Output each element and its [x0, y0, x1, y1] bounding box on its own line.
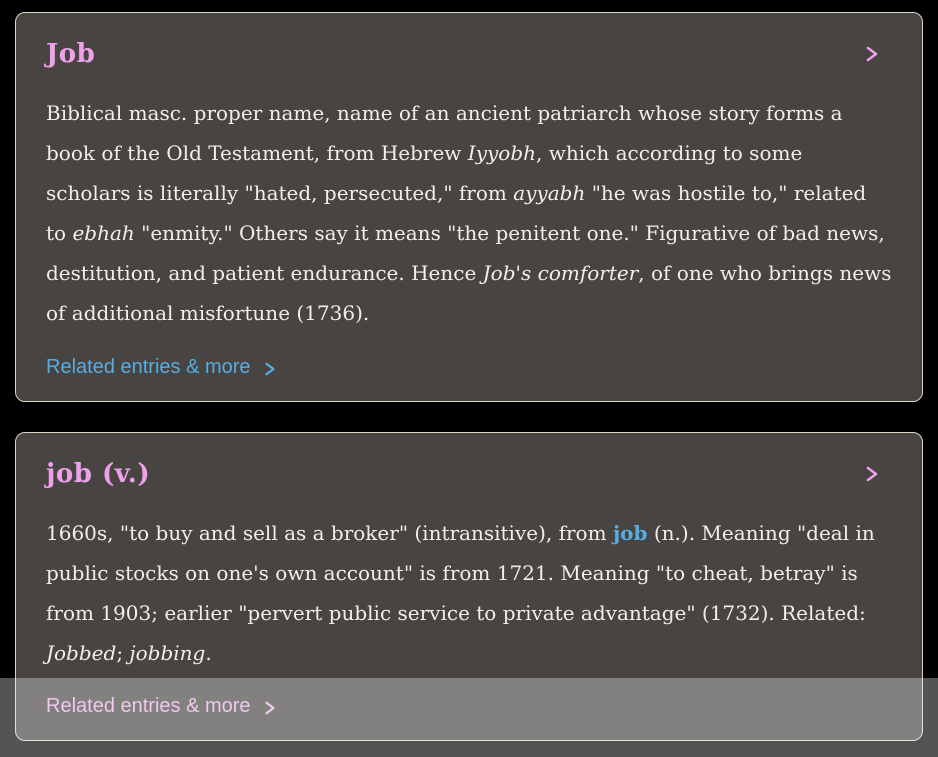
related-entries-label: Related entries & more — [46, 356, 251, 378]
chevron-right-icon[interactable] — [864, 466, 880, 482]
foreign-term: ebhah — [72, 221, 135, 245]
definition-text: , of one who brings news of additional misfortune (1736). — [46, 261, 892, 325]
definition-text: Biblical masc. proper name, name of an ancient patriarch whose story forms a book of the Old Testament, from Hebrew — [46, 101, 843, 165]
definition-text: ; — [116, 641, 130, 665]
chevron-right-icon[interactable] — [864, 46, 880, 62]
entry-card-job — [15, 12, 923, 402]
definition-text: (n.). Meaning "deal in public stocks on one's own account" is from 1721. Meaning "to cheat, betray" is from 1903; earlier "pervert public service to private advantage" (1732). Related: — [46, 521, 875, 625]
related-entries-link[interactable] — [46, 695, 277, 718]
entry-title-link[interactable]: Job — [46, 39, 96, 69]
entry-definition — [46, 513, 892, 673]
definition-text: , which according to some scholars is literally "hated, persecuted," from — [46, 141, 803, 205]
entry-title-link[interactable]: job (v.) — [46, 459, 151, 489]
foreign-term: Jobbed — [46, 641, 117, 665]
definition-text: 1660s, "to buy and sell as a broker" (intransitive), from — [46, 521, 613, 545]
related-entries-label: Related entries & more — [46, 695, 251, 717]
entry-card-header — [46, 37, 892, 71]
inline-term-link[interactable]: job — [612, 521, 648, 545]
entry-definition — [46, 93, 892, 333]
foreign-term: Job's comforter — [482, 261, 639, 285]
foreign-term: Iyyobh — [467, 141, 537, 165]
foreign-term: ayyabh — [513, 181, 586, 205]
foreign-term: jobbing — [129, 641, 206, 665]
definition-text: "enmity." Others say it means "the penitent one." Figurative of bad news, destitution, and patient endurance. Hence — [46, 221, 885, 285]
chevron-right-icon — [263, 362, 277, 376]
entry-card-job-verb — [15, 432, 923, 741]
definition-text: . — [205, 641, 212, 665]
definition-text: "he was hostile to," related to — [46, 181, 867, 245]
entry-card-header — [46, 457, 892, 491]
chevron-right-icon — [263, 701, 277, 715]
related-entries-link[interactable] — [46, 356, 277, 379]
